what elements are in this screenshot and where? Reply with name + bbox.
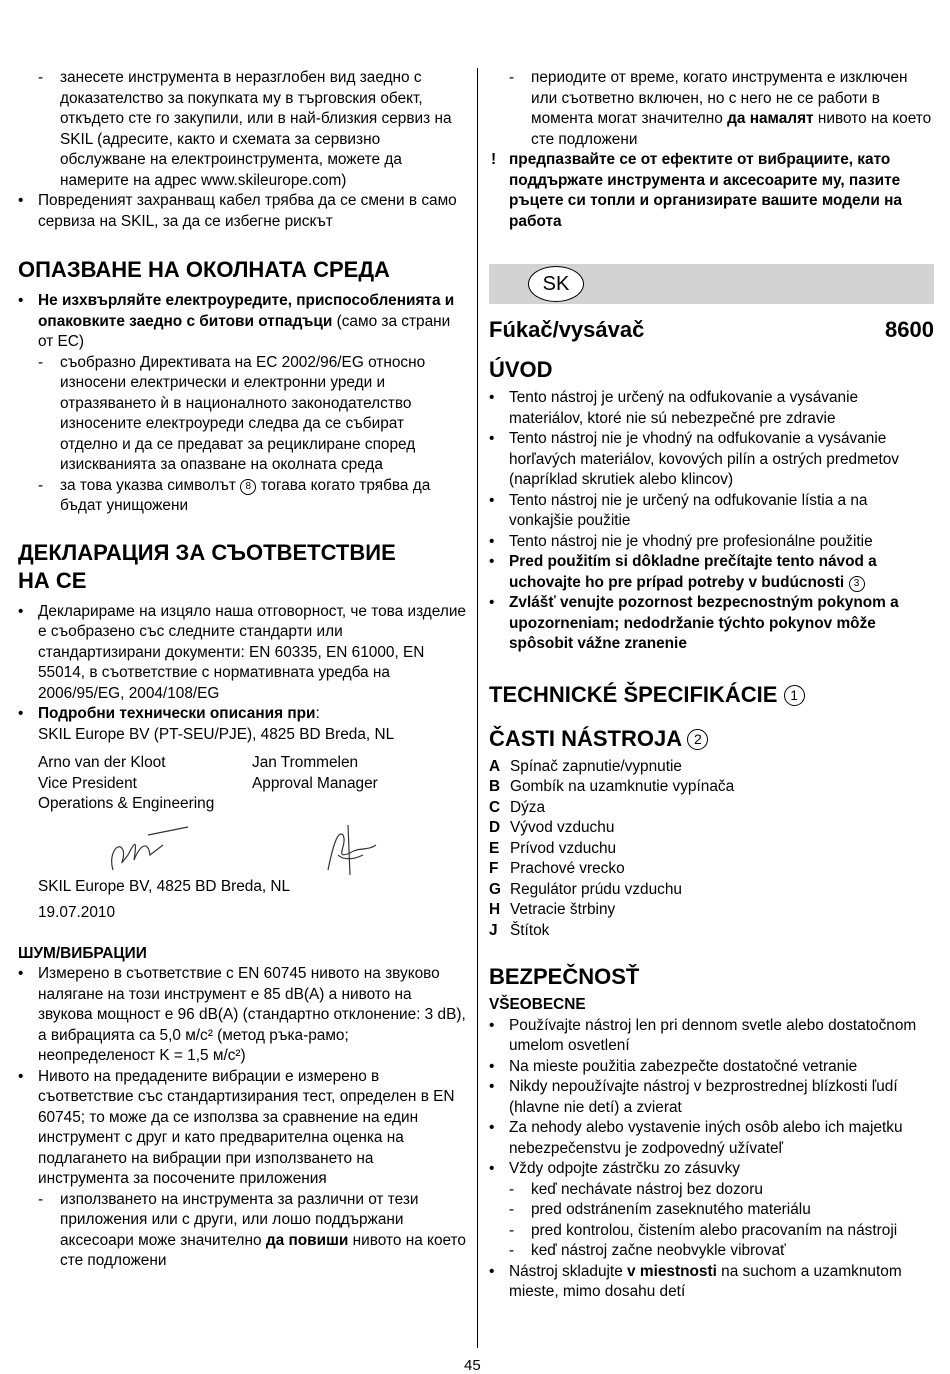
list-item: - съобразно Директивата на ЕС 2002/96/EG относно износени електрически и електронни уреди и отразяването ѝ в националното законодателство износените електроуреди следва да се събират отделно и да се предават за рециклиране според изискванията за опазване на околната среда (38, 353, 426, 473)
section-heading-declaration: ДЕКЛАРАЦИЯ ЗА СЪОТВЕТСТВИЕ НА CE (18, 539, 396, 593)
list-item: • Za nehody alebo vystavenie iných osôb alebo ich majetku nebezpečenstvu je zodpovedný užívateľ (489, 1119, 903, 1157)
subheading-general: VŠEOBECNE (489, 996, 586, 1013)
list-item: • Декларираме на изцяло наша отговорност, че това изделие е съобразено със следните стандарти или стандартизирани документи: EN 60335, EN 61000, EN 55014, в съответствие с нормативната уредба на 2006/95/EG, 2004/108/EG (18, 602, 466, 702)
list-item: • Na mieste použitia zabezpečte dostatočné vetranie (489, 1057, 858, 1075)
part-item: F Prachové vrecko (489, 860, 625, 877)
part-item: C Dýza (489, 798, 546, 816)
list-item: • Nástroj skladujte v miestnosti na suchom a uzamknutom mieste, mimo dosahu detí (489, 1262, 902, 1300)
product-title: Fúkač/vysávač (489, 317, 645, 342)
page-number: 45 (464, 1357, 481, 1374)
list-item: • Tento nástroj nie je určený na odfukovanie lístia a na vonkajšie použitie (489, 491, 868, 529)
figure-ref: 3 (849, 576, 865, 592)
column-divider (477, 68, 478, 1348)
list-item: • Повреденият захранващ кабел трябва да се смени в само сервиза на SKIL, за да се избегне рискът (18, 192, 457, 230)
part-item: G Regulátor prúdu vzduchu (489, 880, 682, 898)
list-item: - занесете инструмента в неразглобен вид заедно с доказателство за покупката му в търговския обект, откъдето сте го закупили, или в най-близкия сервиз на SKIL (адресите, както и схемата за сервизно обслужване на електроинструмента, можете да намерите на адрес www.skileurope.com) (38, 69, 452, 189)
right-column (489, 68, 934, 232)
part-item: J Štítok (489, 921, 550, 939)
list-item: - keď nechávate nástroj bez dozoru (509, 1180, 763, 1198)
handwritten-signatures (38, 815, 478, 877)
figure-ref: 2 (687, 729, 708, 750)
part-item: D Vývod vzduchu (489, 819, 615, 836)
section-heading-safety: BEZPEČNOSŤ (489, 964, 640, 989)
language-badge: SK (528, 266, 584, 302)
figure-ref: 1 (784, 685, 805, 706)
part-item: B Gombík na uzamknutie vypínača (489, 778, 735, 795)
list-item: • Измерено в съответствие с EN 60745 нивото на звуково налягане на този инструмент е 85 dB(A) а нивото на звукова мощност е 96 dB(A) (стандартно отклонение: 3 dB), а вибрацията са 5,0 м/с² (метод ръка-рамо; неопределеност K = 1,5 м/с²) (18, 965, 466, 1064)
list-item: - за това указва символът 8 тогава когато трябва да бъдат унищожени (38, 476, 431, 514)
list-item: - keď nástroj začne neobvykle vibrovať (509, 1242, 786, 1259)
list-item: • Не изхвърляйте електроуредите, приспособленията и опаковките заедно с битови отпадъци (само за страни от ЕС) (18, 292, 455, 350)
parts-list (489, 757, 934, 942)
right-column-sk (489, 316, 934, 1303)
ce-mark: CE (55, 567, 87, 593)
section-heading-intro: ÚVOD (489, 357, 553, 382)
product-number: 8600 (885, 317, 934, 342)
section-heading-tech-specs: TECHNICKÉ ŠPECIFIKÁCIE 1 (489, 681, 934, 709)
list-item: • Tento nástroj nie je vhodný pre profesionálne použitie (489, 532, 873, 550)
list-item: • Nikdy nepoužívajte nástroj v bezprostrednej blízkosti ľudí (hlavne nie detí) a zvierat (489, 1078, 898, 1116)
left-column (18, 68, 466, 1272)
signatures (38, 815, 466, 877)
list-item: - pred kontrolou, čistením alebo pracovaním na nástroji (509, 1221, 898, 1239)
section-heading-parts: ČASTI NÁSTROJA 2 (489, 725, 934, 753)
list-item: - използването на инструмента за различни от тези приложения или с други, или лошо поддържани аксесоари може значително да повиши нивото на което сте подложени (38, 1190, 466, 1269)
list-item: • Pred použitím si dôkladne prečítajte tento návod a uchovajte ho pre prípad potreby v budúcnosti 3 (489, 553, 877, 591)
signatories: Arno van der Kloot Vice President Operations & Engineering Jan Trommelen Approval Manager SKIL Europe BV, 4825 BD Breda, NL 19.07.2010 (18, 753, 466, 924)
figure-ref: 8 (240, 479, 256, 495)
part-item: A Spínač zapnutie/vypnutie (489, 757, 682, 775)
section-heading-environment: ОПАЗВАНЕ НА ОКОЛНАТА СРЕДА (18, 257, 390, 282)
section-heading-noise: ШУМ/ВИБРАЦИИ (18, 944, 147, 962)
list-item: • Vždy odpojte zástrčku zo zásuvky (489, 1160, 740, 1177)
part-item: H Vetracie štrbiny (489, 901, 616, 918)
list-item: • Používajte nástroj len pri dennom svetle alebo dostatočnom umelom osvetlení (489, 1016, 917, 1054)
warning-item: ! предпазвайте се от ефектите от вибрациите, като поддържате инструмента и аксесоарите му, пазите ръцете си топли и организирате вашите модели на работа (491, 151, 902, 230)
list-item: - pred odstránením zaseknutého materiálu (509, 1201, 811, 1218)
list-item: • Подробни технически описания при: SKIL Europe BV (PT-SEU/PJE), 4825 BD Breda, NL (18, 705, 395, 743)
list-item: - периодите от време, когато инструмента е изключен или съответно включен, но с него не се работи в момента могат значително да намалят нивото на което сте подложени (509, 69, 932, 148)
list-item: • Tento nástroj je určený na odfukovanie a vysávanie materiálov, ktoré nie sú nebezpečné pre zdravie (489, 389, 859, 427)
list-item: • Tento nástroj nie je vhodný na odfukovanie a vysávanie horľavých materiálov, kovových pilín a ostrých predmetov (napríklad skrutiek alebo klincov) (489, 430, 899, 488)
list-item: • Zvlášť venujte pozornost bezpecnostným pokynom a upozorneniam; nedodržanie týchto pokynov môže spôsobit vážne zranenie (489, 594, 899, 652)
part-item: E Prívod vzduchu (489, 839, 617, 857)
list-item: • Нивото на предадените вибрации е измерено в съответствие със стандартизирания тест, определен в EN 60745; то може да се използва за сравнение на един инструмент с друг и като предварителна оценка на подлагането на вибрации при използването на инструмента за посочените приложения (18, 1067, 455, 1187)
product-title-row (489, 316, 934, 344)
